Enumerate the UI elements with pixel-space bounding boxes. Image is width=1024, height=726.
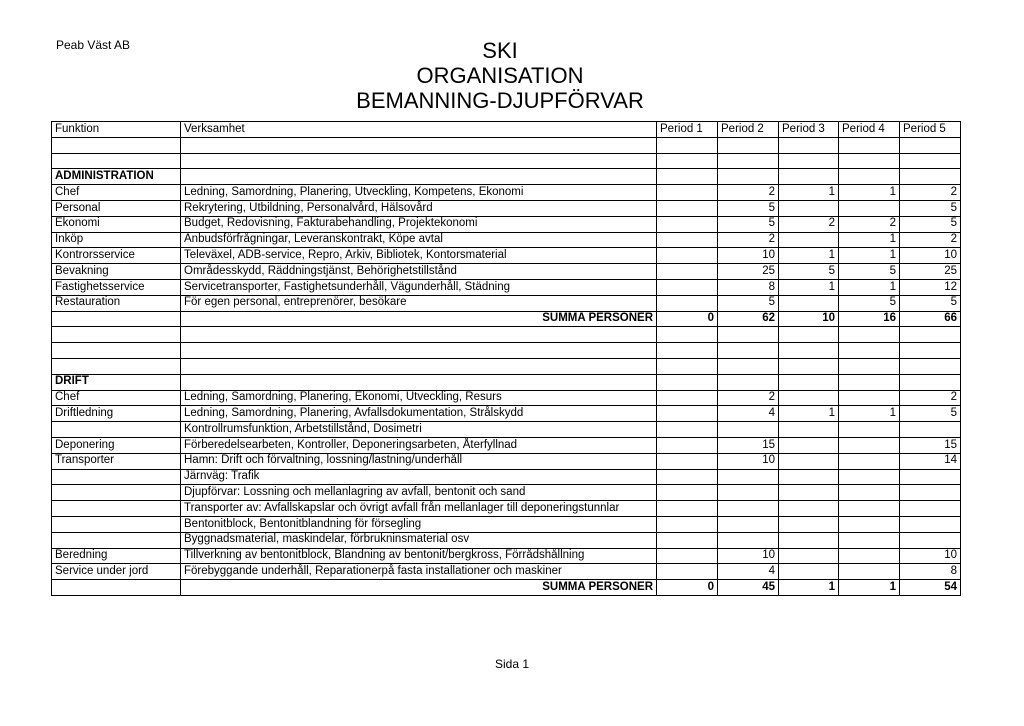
function-cell (52, 358, 181, 374)
activity-cell (181, 153, 657, 169)
activity-cell: Kontrollrumsfunktion, Arbetstillstånd, Dosimetri (181, 422, 657, 438)
period-value (839, 137, 900, 153)
period-value: 5 (839, 295, 900, 311)
activity-cell: Hamn: Drift och förvaltning, lossning/lastning/underhåll (181, 453, 657, 469)
sum-label: SUMMA PERSONER (181, 311, 657, 327)
activity-cell: Förberedelsearbeten, Kontroller, Deponeringsarbeten, Återfyllnad (181, 437, 657, 453)
table-row (52, 469, 961, 485)
function-cell: Personal (52, 200, 181, 216)
period-value (839, 327, 900, 343)
period-value: 15 (900, 437, 961, 453)
period-value: 25 (718, 264, 779, 280)
period-value: 14 (900, 453, 961, 469)
function-cell (52, 422, 181, 438)
table-row (52, 248, 961, 264)
period-value (657, 374, 718, 390)
period-value: 2 (718, 390, 779, 406)
section-row (52, 169, 961, 185)
period-value: 4 (718, 406, 779, 422)
period-value (657, 437, 718, 453)
sum-row (52, 580, 961, 596)
function-cell (52, 485, 181, 501)
period-value (657, 327, 718, 343)
table-row (52, 264, 961, 280)
function-cell (52, 580, 181, 596)
period-value (839, 422, 900, 438)
period-value (839, 200, 900, 216)
period-value: 15 (718, 437, 779, 453)
function-cell: Deponering (52, 437, 181, 453)
period-value: 5 (718, 200, 779, 216)
document-title-line-2: ORGANISATION (416, 63, 584, 88)
activity-cell: Transporter av: Avfallskapslar och övrigt avfall från mellanlager till deponeringstunnlar (181, 501, 657, 517)
period-value (657, 516, 718, 532)
period-value (839, 343, 900, 359)
header-row (52, 122, 961, 138)
function-cell: Chef (52, 185, 181, 201)
period-value (657, 169, 718, 185)
period-value: 1 (839, 279, 900, 295)
period-value (657, 469, 718, 485)
activity-cell: Rekrytering, Utbildning, Personalvård, Hälsovård (181, 200, 657, 216)
activity-cell (181, 374, 657, 390)
period-value (718, 137, 779, 153)
sum-value: 10 (779, 311, 839, 327)
period-value: 5 (900, 295, 961, 311)
period-value: 5 (718, 216, 779, 232)
activity-cell: För egen personal, entreprenörer, besökare (181, 295, 657, 311)
period-value (657, 232, 718, 248)
table-row (52, 200, 961, 216)
activity-cell (181, 327, 657, 343)
period-value (718, 422, 779, 438)
period-value: 1 (779, 185, 839, 201)
column-header: Period 2 (718, 122, 779, 138)
period-value: 5 (779, 264, 839, 280)
page-number: Sida 1 (494, 657, 530, 671)
period-value (718, 358, 779, 374)
activity-cell: Servicetransporter, Fastighetsunderhåll, Vägunderhåll, Städning (181, 279, 657, 295)
period-value: 5 (718, 295, 779, 311)
period-value (657, 501, 718, 517)
column-header: Period 1 (657, 122, 718, 138)
period-value: 1 (839, 248, 900, 264)
table-row (52, 485, 961, 501)
period-value (839, 358, 900, 374)
period-value (839, 532, 900, 548)
column-header: Period 5 (900, 122, 961, 138)
period-value: 2 (839, 216, 900, 232)
sum-row (52, 311, 961, 327)
period-value (779, 501, 839, 517)
column-header: Funktion (52, 122, 181, 138)
period-value: 2 (779, 216, 839, 232)
period-value (900, 153, 961, 169)
activity-cell: Förebyggande underhåll, Reparationerpå fasta installationer och maskiner (181, 564, 657, 580)
period-value: 1 (779, 279, 839, 295)
company-name: Peab Väst AB (56, 38, 131, 52)
sum-value: 62 (718, 311, 779, 327)
period-value (779, 232, 839, 248)
period-value (657, 185, 718, 201)
period-value (900, 343, 961, 359)
period-value: 1 (779, 406, 839, 422)
period-value (718, 501, 779, 517)
function-cell: Bevakning (52, 264, 181, 280)
function-cell: Driftledning (52, 406, 181, 422)
staffing-table (51, 121, 961, 596)
period-value (779, 485, 839, 501)
activity-cell: Djupförvar: Lossning och mellanlagring av avfall, bentonit och sand (181, 485, 657, 501)
table-row (52, 358, 961, 374)
period-value (718, 485, 779, 501)
period-value: 10 (718, 248, 779, 264)
table-row (52, 548, 961, 564)
period-value (657, 343, 718, 359)
period-value (779, 548, 839, 564)
period-value (718, 327, 779, 343)
function-cell (52, 532, 181, 548)
function-cell: Fastighetsservice (52, 279, 181, 295)
sum-value: 1 (839, 580, 900, 596)
function-cell: DRIFT (52, 374, 181, 390)
sum-value: 16 (839, 311, 900, 327)
period-value (779, 516, 839, 532)
function-cell: Inköp (52, 232, 181, 248)
activity-cell: Anbudsförfrågningar, Leveranskontrakt, Köpe avtal (181, 232, 657, 248)
period-value (900, 516, 961, 532)
table-row (52, 279, 961, 295)
period-value (779, 532, 839, 548)
period-value: 1 (839, 232, 900, 248)
sum-value: 0 (657, 580, 718, 596)
sum-value: 66 (900, 311, 961, 327)
period-value: 10 (718, 548, 779, 564)
period-value: 12 (900, 279, 961, 295)
period-value (900, 327, 961, 343)
period-value (839, 501, 900, 517)
period-value (839, 437, 900, 453)
table-row (52, 422, 961, 438)
period-value (718, 169, 779, 185)
function-cell (52, 311, 181, 327)
table-row (52, 406, 961, 422)
table-row (52, 501, 961, 517)
sum-label: SUMMA PERSONER (181, 580, 657, 596)
period-value (657, 485, 718, 501)
period-value: 5 (900, 216, 961, 232)
activity-cell (181, 169, 657, 185)
period-value (779, 453, 839, 469)
function-cell (52, 469, 181, 485)
function-cell (52, 501, 181, 517)
table-row (52, 295, 961, 311)
period-value: 8 (900, 564, 961, 580)
period-value (839, 153, 900, 169)
period-value: 8 (718, 279, 779, 295)
period-value (657, 390, 718, 406)
period-value (900, 501, 961, 517)
period-value (657, 358, 718, 374)
period-value (779, 469, 839, 485)
period-value (657, 406, 718, 422)
document-title-line-1: SKI (482, 38, 518, 63)
period-value (779, 422, 839, 438)
table-row (52, 185, 961, 201)
sum-value: 1 (779, 580, 839, 596)
document-title-line-3: BEMANNING-DJUPFÖRVAR (356, 88, 644, 113)
activity-cell (181, 358, 657, 374)
table-body (52, 137, 961, 595)
period-value: 2 (718, 232, 779, 248)
period-value (657, 248, 718, 264)
period-value (839, 469, 900, 485)
period-value (839, 548, 900, 564)
table-row (52, 216, 961, 232)
activity-cell (181, 343, 657, 359)
period-value: 5 (900, 200, 961, 216)
period-value: 10 (718, 453, 779, 469)
column-header: Period 4 (839, 122, 900, 138)
period-value: 1 (779, 248, 839, 264)
period-value (718, 532, 779, 548)
activity-cell (181, 137, 657, 153)
activity-cell: Televäxel, ADB-service, Repro, Arkiv, Bibliotek, Kontorsmaterial (181, 248, 657, 264)
period-value (779, 564, 839, 580)
period-value (657, 264, 718, 280)
period-value: 1 (839, 185, 900, 201)
period-value (779, 343, 839, 359)
period-value (779, 153, 839, 169)
period-value: 2 (718, 185, 779, 201)
period-value (657, 532, 718, 548)
activity-cell: Bentonitblock, Bentonitblandning för försegling (181, 516, 657, 532)
table-row (52, 532, 961, 548)
period-value (779, 358, 839, 374)
period-value (718, 516, 779, 532)
activity-cell: Ledning, Samordning, Planering, Ekonomi, Utveckling, Resurs (181, 390, 657, 406)
period-value (657, 422, 718, 438)
period-value (657, 153, 718, 169)
period-value (839, 390, 900, 406)
period-value: 5 (839, 264, 900, 280)
period-value: 10 (900, 248, 961, 264)
sum-value: 45 (718, 580, 779, 596)
period-value (900, 485, 961, 501)
period-value (779, 437, 839, 453)
function-cell: Chef (52, 390, 181, 406)
period-value (839, 374, 900, 390)
period-value (718, 153, 779, 169)
sum-value: 0 (657, 311, 718, 327)
activity-cell: Byggnadsmaterial, maskindelar, förbrukninsmaterial osv (181, 532, 657, 548)
period-value (900, 532, 961, 548)
period-value (900, 169, 961, 185)
period-value (779, 137, 839, 153)
period-value (779, 327, 839, 343)
period-value (657, 548, 718, 564)
period-value (718, 469, 779, 485)
period-value (839, 453, 900, 469)
period-value (657, 216, 718, 232)
period-value (779, 169, 839, 185)
table-row (52, 343, 961, 359)
period-value (779, 200, 839, 216)
period-value (779, 390, 839, 406)
period-value (657, 279, 718, 295)
period-value: 1 (839, 406, 900, 422)
period-value (900, 469, 961, 485)
period-value: 5 (900, 406, 961, 422)
section-row (52, 374, 961, 390)
period-value: 25 (900, 264, 961, 280)
function-cell (52, 327, 181, 343)
period-value (657, 453, 718, 469)
table-row (52, 390, 961, 406)
function-cell (52, 153, 181, 169)
function-cell: Service under jord (52, 564, 181, 580)
period-value: 4 (718, 564, 779, 580)
function-cell (52, 137, 181, 153)
function-cell (52, 516, 181, 532)
period-value (718, 374, 779, 390)
period-value (839, 169, 900, 185)
period-value (900, 358, 961, 374)
period-value: 2 (900, 185, 961, 201)
period-value (657, 200, 718, 216)
column-header: Period 3 (779, 122, 839, 138)
activity-cell: Budget, Redovisning, Fakturabehandling, Projektekonomi (181, 216, 657, 232)
period-value (779, 374, 839, 390)
period-value (657, 564, 718, 580)
period-value (839, 564, 900, 580)
table-row (52, 137, 961, 153)
activity-cell: Tillverkning av bentonitblock, Blandning av bentonit/bergkross, Förrådshållning (181, 548, 657, 564)
table-row (52, 232, 961, 248)
period-value (839, 485, 900, 501)
period-value (900, 422, 961, 438)
sum-value: 54 (900, 580, 961, 596)
function-cell: Ekonomi (52, 216, 181, 232)
period-value: 10 (900, 548, 961, 564)
function-cell: ADMINISTRATION (52, 169, 181, 185)
table-row (52, 327, 961, 343)
column-header: Verksamhet (181, 122, 657, 138)
table-row (52, 437, 961, 453)
activity-cell: Järnväg: Trafik (181, 469, 657, 485)
function-cell: Beredning (52, 548, 181, 564)
function-cell: Kontrorsservice (52, 248, 181, 264)
table-row (52, 453, 961, 469)
period-value (839, 516, 900, 532)
period-value (657, 295, 718, 311)
period-value (657, 137, 718, 153)
activity-cell: Områdesskydd, Räddningstjänst, Behörighetstillstånd (181, 264, 657, 280)
period-value (779, 295, 839, 311)
function-cell: Transporter (52, 453, 181, 469)
table-row (52, 564, 961, 580)
table-row (52, 153, 961, 169)
period-value (900, 137, 961, 153)
period-value (718, 343, 779, 359)
activity-cell: Ledning, Samordning, Planering, Utveckling, Kompetens, Ekonomi (181, 185, 657, 201)
period-value: 2 (900, 390, 961, 406)
activity-cell: Ledning, Samordning, Planering, Avfallsdokumentation, Strålskydd (181, 406, 657, 422)
table-row (52, 516, 961, 532)
function-cell (52, 343, 181, 359)
period-value (900, 374, 961, 390)
period-value: 2 (900, 232, 961, 248)
function-cell: Restauration (52, 295, 181, 311)
